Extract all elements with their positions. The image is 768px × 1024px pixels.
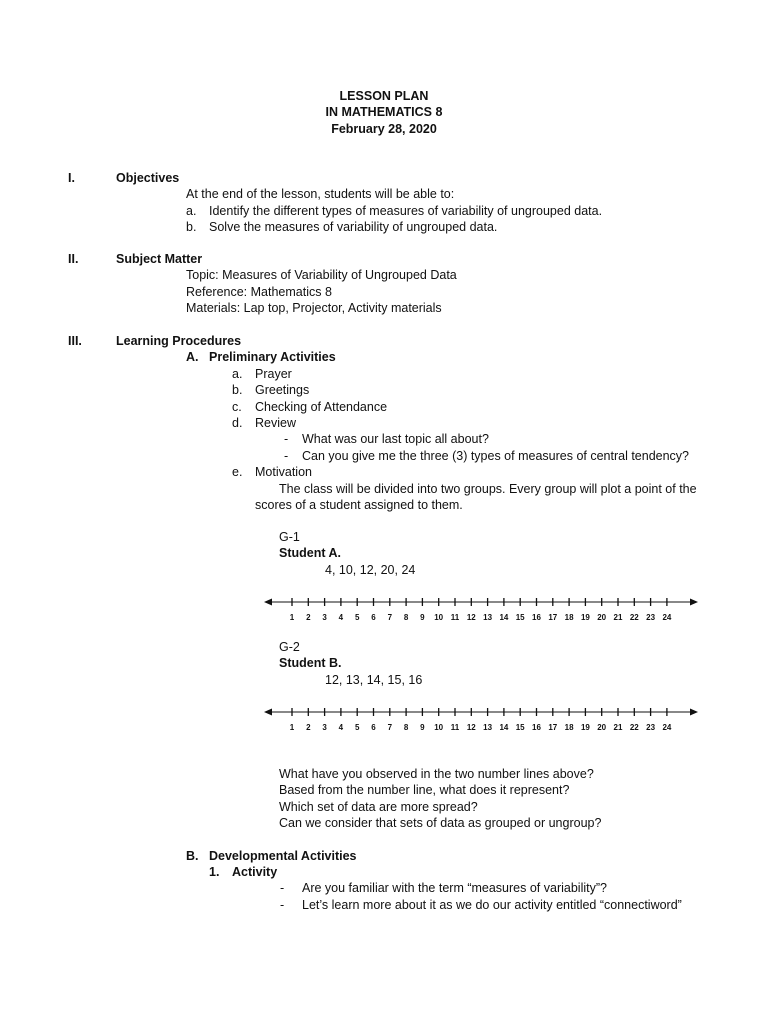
- subject-materials: Materials: Lap top, Projector, Activity materials: [186, 301, 442, 315]
- observation-question: What have you observed in the two number lines above?: [279, 767, 594, 781]
- document-subject: IN MATHEMATICS 8: [325, 105, 443, 119]
- motivation-text: The class will be divided into two groups. Every group will plot a point of the: [279, 482, 697, 496]
- subject-topic: Topic: Measures of Variability of Ungrouped Data: [186, 268, 457, 282]
- number-line-tick-label: 23: [646, 613, 656, 622]
- number-line-tick-label: 15: [515, 723, 525, 732]
- number-line-tick-label: 9: [420, 613, 425, 622]
- activity-dash: -: [280, 881, 285, 895]
- number-line-tick-label: 2: [306, 613, 311, 622]
- number-line-tick-label: 6: [371, 613, 376, 622]
- number-line-tick-label: 5: [354, 613, 360, 622]
- number-line-tick-label: 22: [629, 723, 639, 732]
- section-numeral-learning-procedures: III.: [68, 334, 82, 348]
- activity-number: 1.: [209, 865, 220, 879]
- number-line-tick-label: 1: [289, 613, 295, 622]
- section-numeral-subject-matter: II.: [68, 252, 79, 266]
- activity-marker: b.: [232, 383, 243, 397]
- subsection-marker: B.: [186, 849, 199, 863]
- arrow-left-icon: [264, 709, 272, 716]
- section-heading-objectives: Objectives: [116, 171, 180, 185]
- number-line-tick-label: 5: [354, 723, 360, 732]
- section-heading-subject-matter: Subject Matter: [116, 252, 203, 266]
- observation-question: Based from the number line, what does it represent?: [279, 783, 570, 797]
- activity-item: Greetings: [255, 383, 310, 397]
- activity-item: Checking of Attendance: [255, 400, 388, 414]
- document-title: LESSON PLAN: [339, 89, 429, 103]
- subject-reference: Reference: Mathematics 8: [186, 285, 332, 299]
- arrow-right-icon: [690, 709, 698, 716]
- number-line-drawing: [262, 594, 702, 630]
- student-scores: 4, 10, 12, 20, 24: [325, 563, 416, 577]
- document-date: February 28, 2020: [331, 122, 437, 136]
- activity-marker: a.: [232, 367, 243, 381]
- activity-dash: -: [280, 898, 285, 912]
- number-line-tick-label: 22: [629, 613, 639, 622]
- number-line-tick-label: 1: [289, 723, 295, 732]
- review-dash: -: [284, 432, 289, 446]
- number-line-tick-label: 21: [613, 723, 623, 732]
- objective-marker: b.: [186, 220, 197, 234]
- number-line-tick-label: 20: [597, 613, 607, 622]
- motivation-label: Motivation: [255, 465, 312, 479]
- objective-marker: a.: [186, 204, 197, 218]
- observation-question: Which set of data are more spread?: [279, 800, 478, 814]
- number-line-tick-label: 24: [662, 723, 672, 732]
- activity-question: Are you familiar with the term “measures of variability”?: [302, 881, 607, 895]
- number-line-tick-label: 16: [532, 723, 541, 732]
- number-line-tick-label: 10: [434, 723, 444, 732]
- number-line-tick-label: 6: [371, 723, 376, 732]
- number-line-tick-label: 2: [306, 723, 311, 732]
- number-line-tick-label: 12: [466, 613, 476, 622]
- number-line-tick-label: 15: [515, 613, 525, 622]
- number-line-tick-label: 24: [662, 613, 672, 622]
- activity-marker: e.: [232, 465, 243, 479]
- activity-marker: c.: [232, 400, 242, 414]
- number-line-tick-label: 11: [450, 723, 460, 732]
- arrow-right-icon: [690, 599, 698, 606]
- activity-marker: d.: [232, 416, 243, 430]
- student-label: Student B.: [279, 656, 342, 670]
- number-line-tick-label: 17: [548, 723, 558, 732]
- number-line-tick-label: 7: [387, 723, 393, 732]
- student-scores: 12, 13, 14, 15, 16: [325, 673, 423, 687]
- group-label: G-2: [279, 640, 300, 654]
- objectives-intro: At the end of the lesson, students will be able to:: [186, 187, 455, 201]
- number-line-drawing: [262, 704, 702, 740]
- number-line-tick-label: 8: [403, 613, 409, 622]
- number-line-tick-label: 20: [597, 723, 607, 732]
- activity-question: Let’s learn more about it as we do our activity entitled “connectiword”: [302, 898, 682, 912]
- number-line-tick-label: 7: [387, 613, 393, 622]
- number-line-tick-label: 8: [403, 723, 409, 732]
- number-line-tick-label: 18: [564, 613, 574, 622]
- number-line-tick-label: 17: [548, 613, 558, 622]
- activity-item: Review: [255, 416, 296, 430]
- number-line-tick-label: 19: [580, 723, 590, 732]
- number-line-tick-label: 13: [483, 723, 493, 732]
- group-label: G-1: [279, 530, 300, 544]
- number-line-tick-label: 10: [434, 613, 444, 622]
- motivation-text: scores of a student assigned to them.: [255, 498, 463, 512]
- activity-heading: Activity: [232, 865, 278, 879]
- subsection-heading-preliminary: Preliminary Activities: [209, 350, 336, 364]
- number-line-tick-label: 23: [646, 723, 656, 732]
- number-line-tick-label: 4: [338, 613, 344, 622]
- number-line-tick-label: 4: [338, 723, 344, 732]
- number-line-tick-label: 14: [499, 723, 509, 732]
- student-label: Student A.: [279, 546, 342, 560]
- section-numeral-objectives: I.: [68, 171, 75, 185]
- observation-question: Can we consider that sets of data as grouped or ungroup?: [279, 816, 602, 830]
- number-line-tick-label: 21: [613, 613, 623, 622]
- subsection-marker: A.: [186, 350, 199, 364]
- number-line: [262, 704, 702, 740]
- review-question: Can you give me the three (3) types of measures of central tendency?: [302, 449, 690, 463]
- number-line-tick-label: 14: [499, 613, 509, 622]
- objective-item: Identify the different types of measures of variability of ungrouped data.: [209, 204, 603, 218]
- review-dash: -: [284, 449, 289, 463]
- objective-item: Solve the measures of variability of ungrouped data.: [209, 220, 498, 234]
- number-line-tick-label: 12: [466, 723, 476, 732]
- number-line-tick-label: 19: [580, 613, 590, 622]
- number-line-tick-label: 13: [483, 613, 493, 622]
- number-line-tick-label: 3: [322, 723, 327, 732]
- number-line-tick-label: 16: [532, 613, 541, 622]
- activity-item: Prayer: [255, 367, 292, 381]
- review-question: What was our last topic all about?: [302, 432, 489, 446]
- number-line-tick-label: 9: [420, 723, 425, 732]
- subsection-heading-developmental: Developmental Activities: [209, 849, 357, 863]
- number-line-tick-label: 3: [322, 613, 327, 622]
- arrow-left-icon: [264, 599, 272, 606]
- number-line: [262, 594, 702, 630]
- number-line-tick-label: 11: [450, 613, 460, 622]
- section-heading-learning-procedures: Learning Procedures: [116, 334, 242, 348]
- number-line-tick-label: 18: [564, 723, 574, 732]
